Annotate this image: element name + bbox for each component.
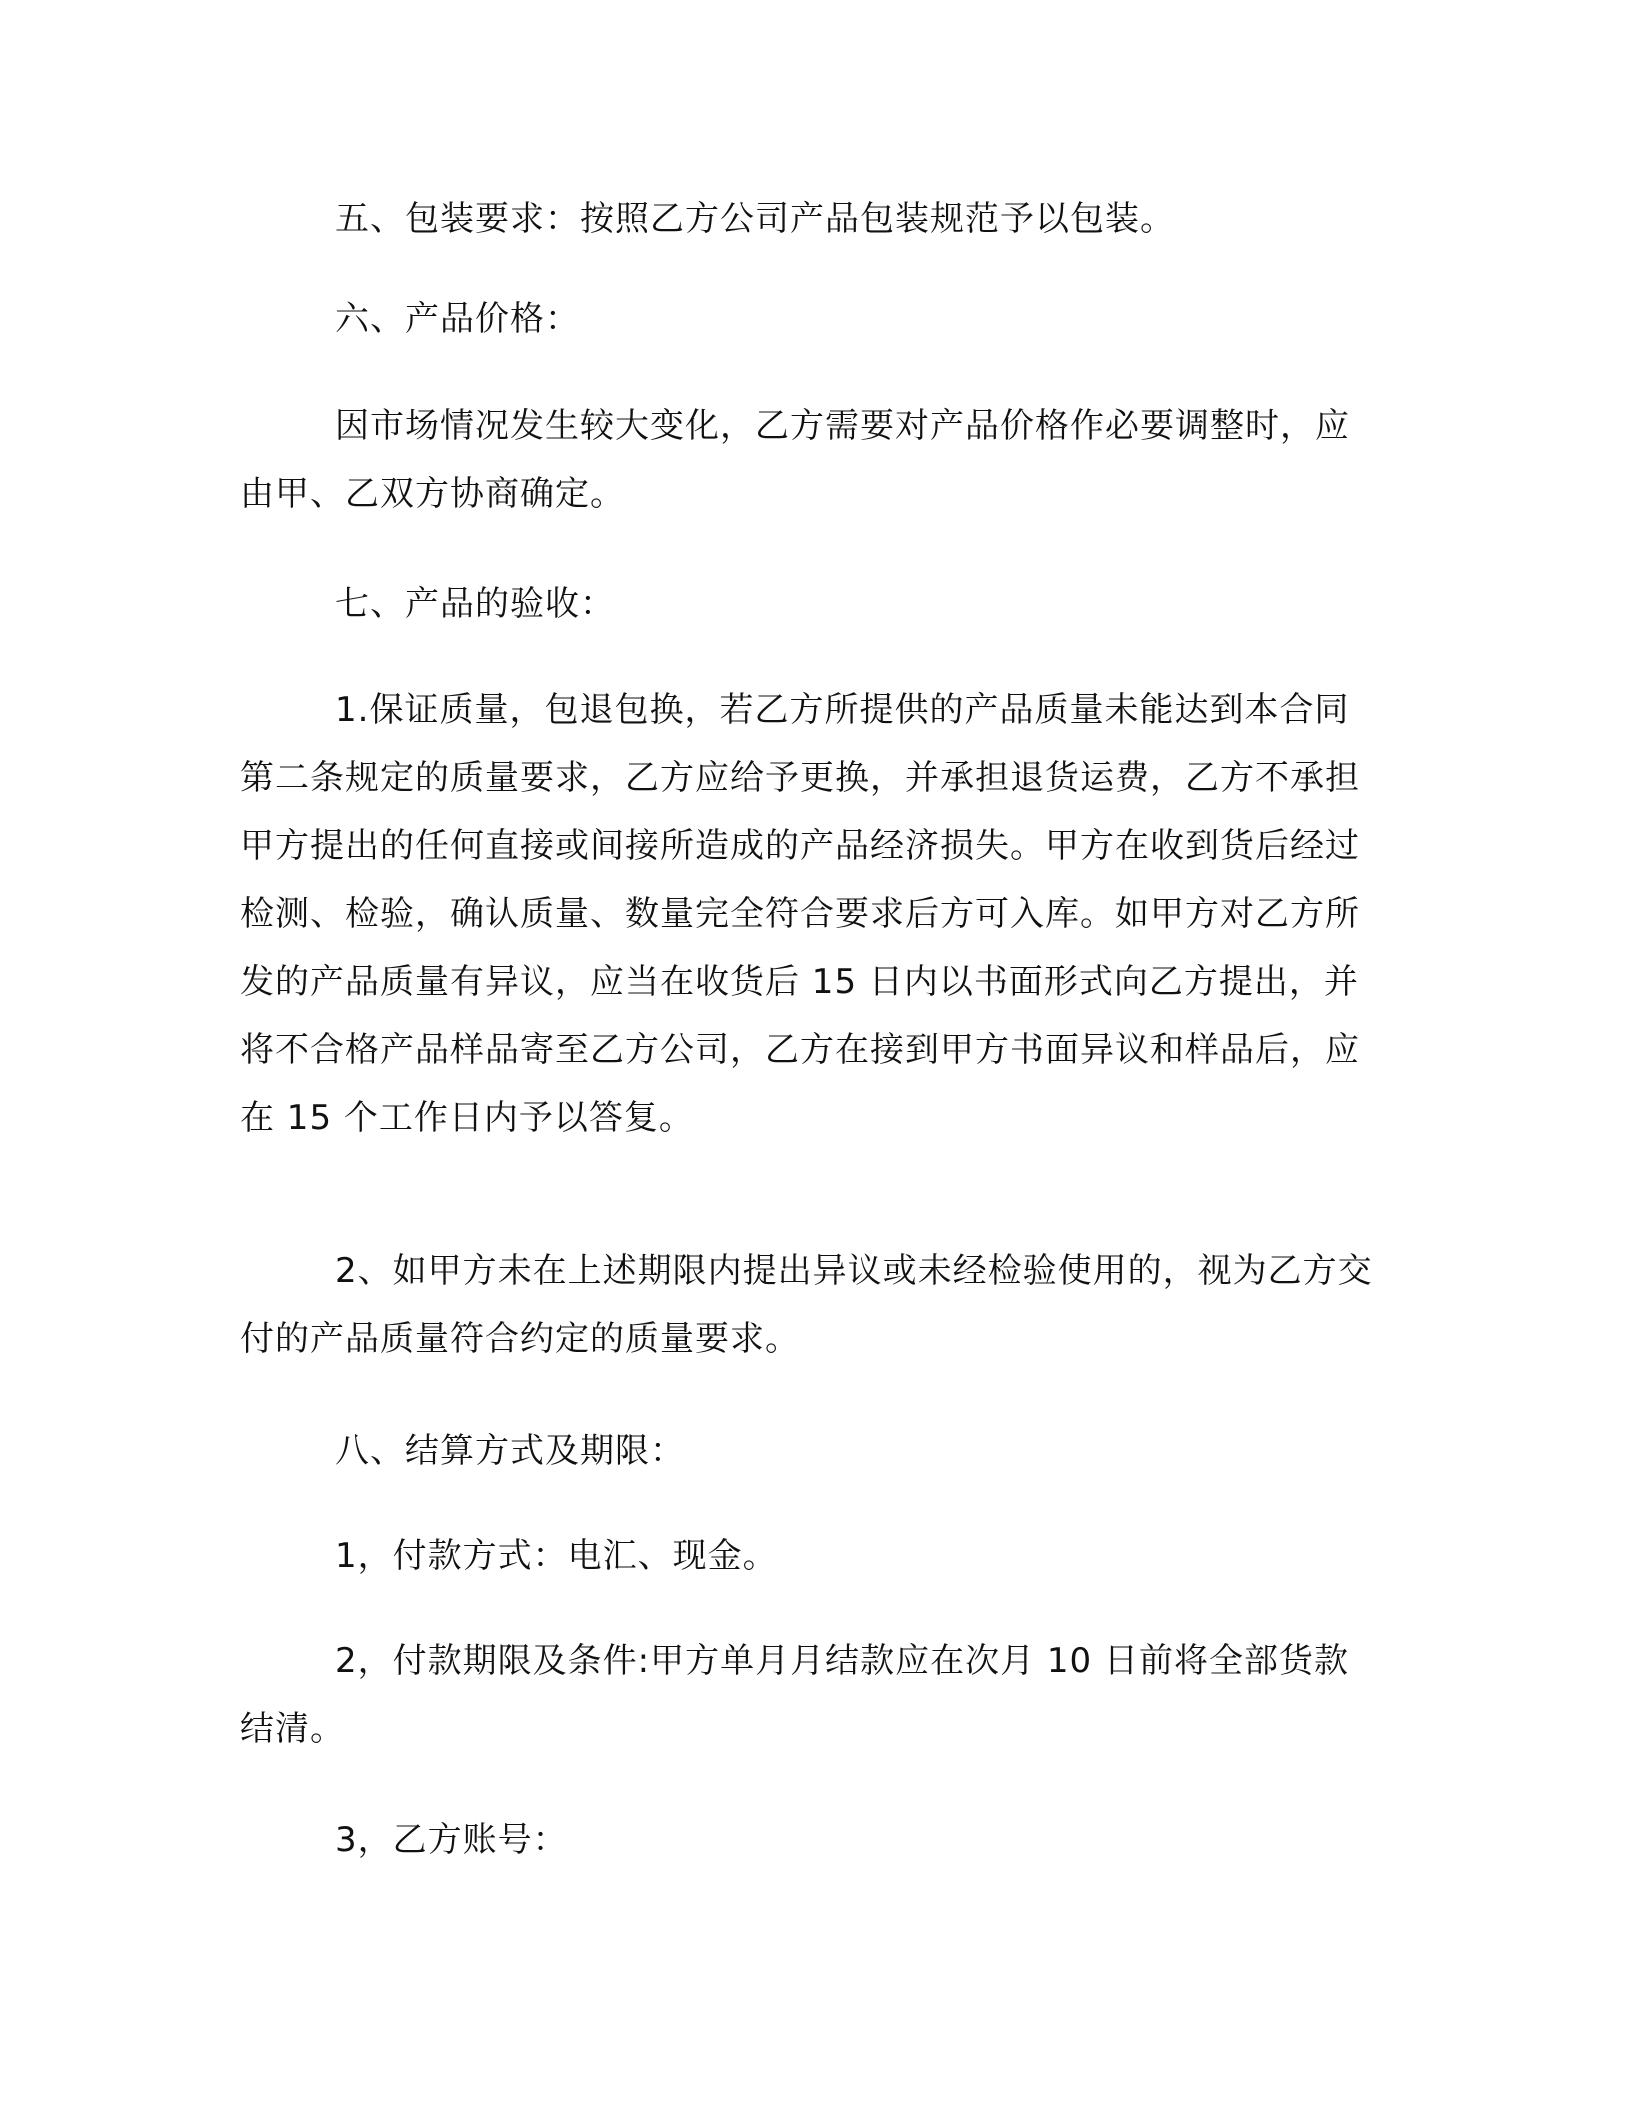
- section-8-heading: 八、结算方式及期限：: [335, 1431, 685, 1471]
- section-6-price-text: 因市场情况发生较大变化，乙方需要对产品价格作必要调整时，应由甲、乙双方协商确定。: [240, 406, 1350, 514]
- section-8-item-2: 2，付款期限及条件:甲方单月月结款应在次月 10 日前将全部货款结清。: [240, 1641, 1349, 1749]
- section-7-item-1: 1.保证质量，包退包换，若乙方所提供的产品质量未能达到本合同第二条规定的质量要求，乙方应给予更换，并承担退货运费，乙方不承担甲方提出的任何直接或间接所造成的产品经济损失。甲方在收到货后经过检测、检验，确认质量、数量完全符合要求后方可入库。如甲方对乙方所发的产品质量有异议，应当在收货后 15 日内以书面形式向乙方提出，并将不合格产品样品寄至乙方公司，乙方在接到甲方书面异议和样品后，应在 15 个工作日内予以答复。: [240, 690, 1360, 1138]
- section-7-heading: 七、产品的验收：: [335, 584, 615, 624]
- section-6-heading: 六、产品价格：: [335, 299, 580, 339]
- section-7-item-2: 2、如甲方未在上述期限内提出异议或未经检验使用的，视为乙方交付的产品质量符合约定的质量要求。: [240, 1251, 1373, 1359]
- section-8-item-1: 1，付款方式：电汇、现金。: [335, 1536, 778, 1576]
- section-5-packaging: 五、包装要求：按照乙方公司产品包装规范予以包装。: [335, 199, 1175, 239]
- section-8-item-3: 3，乙方账号：: [335, 1820, 568, 1860]
